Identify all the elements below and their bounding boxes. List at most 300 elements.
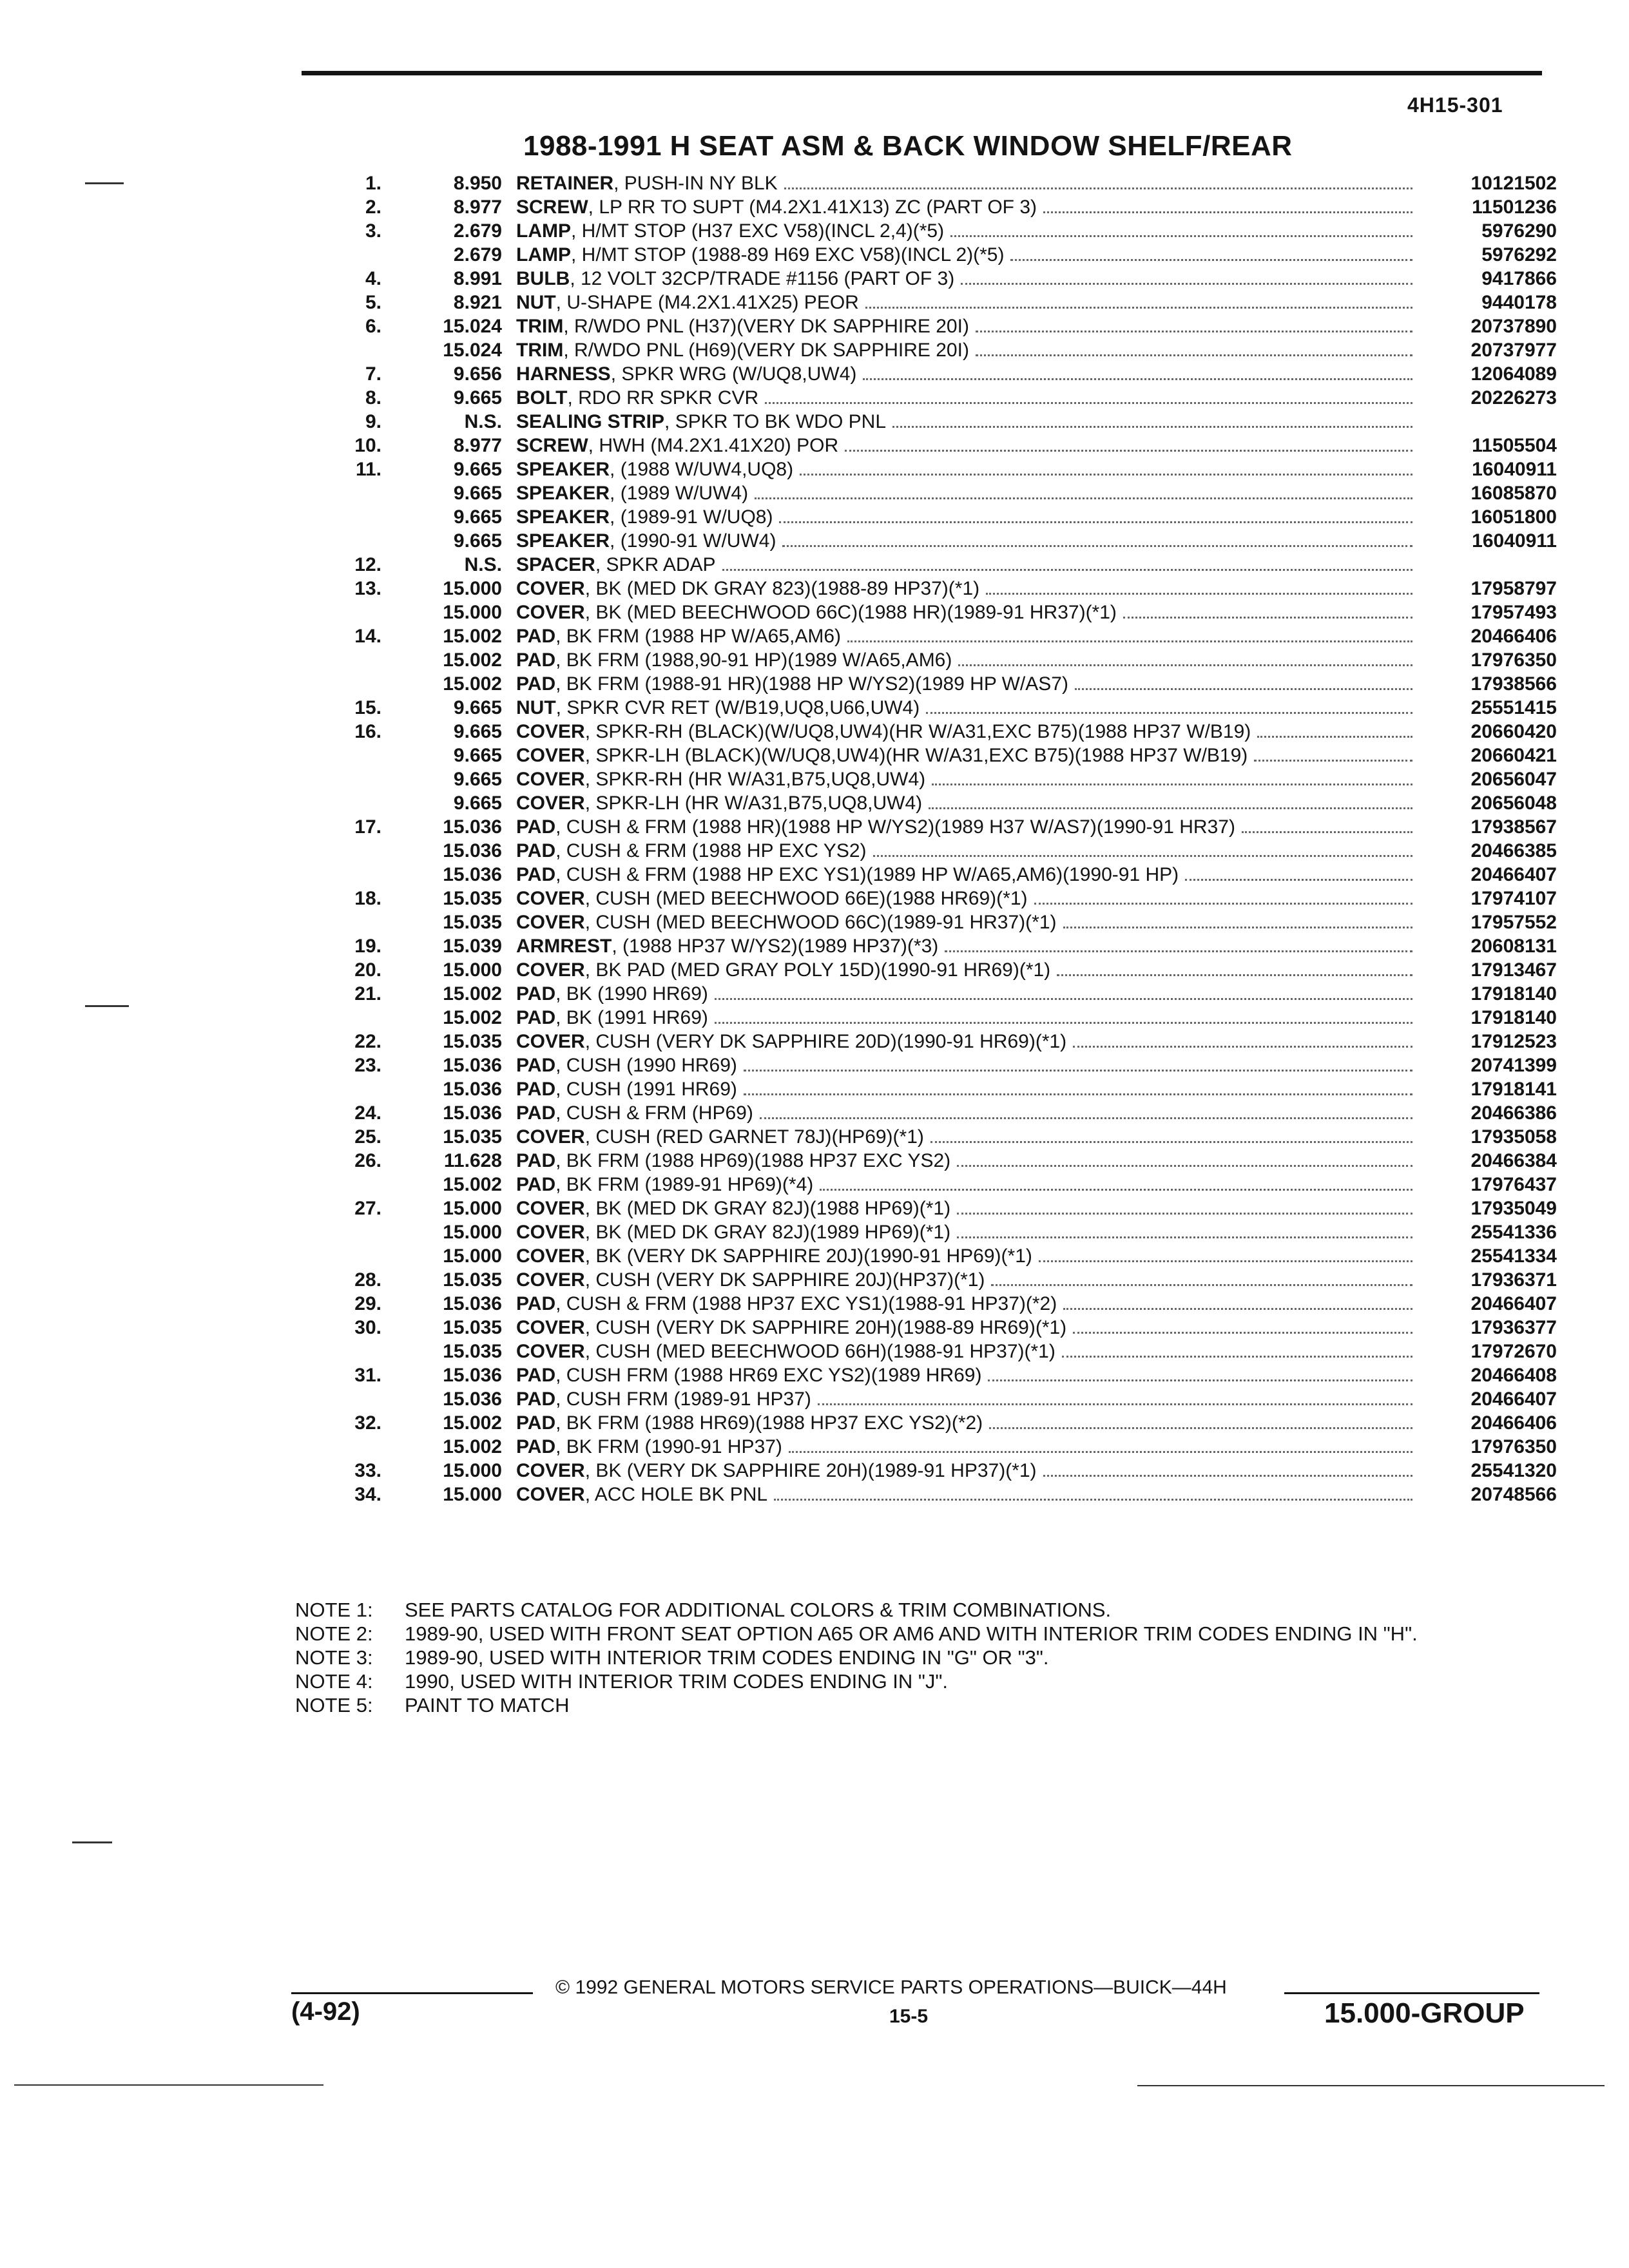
- description-text: [516, 958, 1050, 982]
- item-number: 15.: [354, 697, 381, 718]
- description-text: [516, 1125, 924, 1149]
- item-number: 16.: [354, 721, 381, 742]
- group-number: 9.665: [453, 506, 502, 528]
- description-text: [516, 1387, 811, 1411]
- group-number: 15.002: [443, 649, 502, 671]
- description-text: [516, 982, 708, 1006]
- group-number: 15.002: [443, 673, 502, 695]
- description-text: [516, 314, 969, 338]
- description: [516, 672, 1422, 696]
- part-number: 25551415: [1470, 697, 1557, 718]
- part-row: [303, 457, 1557, 481]
- part-number: 17957552: [1470, 912, 1557, 933]
- dot-leader: [847, 640, 1412, 642]
- part-number: 20656047: [1470, 769, 1557, 790]
- part-number: 10121502: [1470, 173, 1557, 194]
- description: [516, 1006, 1422, 1030]
- group-number: 8.977: [453, 197, 502, 218]
- dot-leader: [989, 1427, 1412, 1429]
- dot-leader: [976, 331, 1412, 332]
- dot-leader: [865, 307, 1412, 309]
- parts-list: [303, 171, 1557, 1506]
- group-number: 15.036: [443, 816, 502, 838]
- dot-leader: [926, 712, 1412, 714]
- description-text: [516, 1292, 1057, 1316]
- part-name: COVER: [516, 1269, 585, 1291]
- item-number: 22.: [354, 1031, 381, 1052]
- footer-rule-right: [1284, 1992, 1539, 1994]
- part-detail: , CUSH & FRM (1988 HP EXC YS1)(1989 HP W/A65,AM6)(1990-91 HP): [555, 864, 1179, 885]
- part-detail: , H/MT STOP (H37 EXC V58)(INCL 2,4)(*5): [571, 220, 945, 242]
- part-row: [303, 1363, 1557, 1387]
- part-row: [303, 577, 1557, 601]
- part-number: 16051800: [1470, 506, 1557, 528]
- group-number: 15.035: [443, 1269, 502, 1291]
- description-text: [516, 529, 776, 553]
- dot-leader: [784, 187, 1412, 189]
- part-detail: , BK (1990 HR69): [555, 983, 708, 1004]
- description: [516, 1387, 1422, 1411]
- part-detail: , H/MT STOP (1988-89 H69 EXC V58)(INCL 2)(*5): [571, 244, 1005, 265]
- note-label: NOTE 1:: [295, 1599, 373, 1621]
- dot-leader: [1242, 831, 1412, 833]
- part-number: 25541334: [1470, 1245, 1557, 1267]
- part-row: [303, 815, 1557, 839]
- part-name: BOLT: [516, 387, 568, 408]
- note: [295, 1669, 1552, 1693]
- description: [516, 1268, 1422, 1292]
- part-name: COVER: [516, 1484, 585, 1505]
- part-number: 20466407: [1470, 1293, 1557, 1314]
- description-text: [516, 1363, 981, 1387]
- description: [516, 1173, 1422, 1196]
- part-number: 17936371: [1470, 1269, 1557, 1291]
- part-number: 20226273: [1470, 387, 1557, 408]
- part-name: COVER: [516, 959, 585, 981]
- item-number: 23.: [354, 1055, 381, 1076]
- part-name: PAD: [516, 649, 556, 671]
- description-text: [516, 720, 1251, 744]
- part-row: [303, 553, 1557, 577]
- group-number: 8.991: [453, 268, 502, 289]
- description-text: [516, 1149, 950, 1173]
- description: [516, 338, 1422, 362]
- part-name: COVER: [516, 769, 585, 790]
- item-number: 8.: [365, 387, 381, 408]
- dot-leader: [1057, 974, 1412, 976]
- group-number: 9.665: [453, 530, 502, 552]
- part-name: COVER: [516, 721, 585, 742]
- description-text: [516, 243, 1004, 267]
- item-number: 27.: [354, 1198, 381, 1219]
- part-detail: , SPKR-LH (BLACK)(W/UQ8,UW4)(HR W/A31,EXC B75)(1988 HP37 W/B19): [584, 745, 1248, 766]
- description-text: [516, 1244, 1032, 1268]
- description-text: [516, 624, 841, 648]
- description-text: [516, 839, 867, 863]
- dot-leader: [774, 1499, 1412, 1501]
- dot-leader: [1254, 760, 1412, 762]
- part-row: [303, 934, 1557, 958]
- part-number: 20466384: [1470, 1150, 1557, 1171]
- dot-leader: [1123, 617, 1412, 619]
- notes-section: [295, 1598, 1552, 1717]
- part-detail: , BK FRM (1988 HR69)(1988 HP37 EXC YS2)(*2): [555, 1412, 983, 1434]
- description: [516, 1030, 1422, 1053]
- part-number: 25541320: [1470, 1460, 1557, 1481]
- description: [516, 1292, 1422, 1316]
- dot-leader: [961, 283, 1412, 285]
- dot-leader: [1073, 1332, 1412, 1334]
- dot-leader: [1063, 1308, 1412, 1310]
- part-row: [303, 291, 1557, 314]
- part-name: SCREW: [516, 197, 588, 218]
- dot-leader: [789, 1451, 1412, 1453]
- description: [516, 1483, 1422, 1506]
- part-name: PAD: [516, 1102, 556, 1124]
- part-number: 20656048: [1470, 793, 1557, 814]
- part-number: 5976290: [1481, 220, 1557, 242]
- group-number: 2.679: [453, 220, 502, 242]
- part-number: 20466407: [1470, 864, 1557, 885]
- group-number: 15.035: [443, 1341, 502, 1362]
- item-number: 10.: [354, 435, 381, 456]
- item-number: 28.: [354, 1269, 381, 1291]
- item-number: 14.: [354, 626, 381, 647]
- part-row: [303, 910, 1557, 934]
- part-number: 17935049: [1470, 1198, 1557, 1219]
- description: [516, 1101, 1422, 1125]
- description: [516, 1316, 1422, 1340]
- description-text: [516, 648, 952, 672]
- group-number: 15.002: [443, 1174, 502, 1195]
- description-text: [516, 744, 1248, 767]
- part-number: 9440178: [1481, 292, 1557, 313]
- part-number: 11501236: [1472, 197, 1557, 218]
- part-detail: , U-SHAPE (M4.2X1.41X25) PEOR: [555, 292, 859, 313]
- description: [516, 1244, 1422, 1268]
- description-text: [516, 1053, 737, 1077]
- part-name: TRIM: [516, 340, 564, 361]
- group-number: 15.024: [443, 340, 502, 361]
- part-row: [303, 1077, 1557, 1101]
- part-name: PAD: [516, 983, 556, 1004]
- part-detail: , CUSH (VERY DK SAPPHIRE 20H)(1988-89 HR69)(*1): [584, 1317, 1067, 1338]
- part-detail: , BK PAD (MED GRAY POLY 15D)(1990-91 HR69)(*1): [584, 959, 1051, 981]
- group-number: 15.035: [443, 1317, 502, 1338]
- part-number: 20737890: [1470, 316, 1557, 337]
- part-number: 20741399: [1470, 1055, 1557, 1076]
- part-name: PAD: [516, 626, 556, 647]
- part-number: 17957493: [1470, 602, 1557, 623]
- group-number: 15.035: [443, 1031, 502, 1052]
- part-name: SPACER: [516, 554, 595, 575]
- part-name: SPEAKER: [516, 459, 610, 480]
- item-number: 4.: [365, 268, 381, 289]
- description: [516, 1340, 1422, 1363]
- part-row: [303, 1196, 1557, 1220]
- note-label: NOTE 4:: [295, 1670, 373, 1693]
- part-name: PAD: [516, 1079, 556, 1100]
- part-detail: , BK FRM (1988 HP W/A65,AM6): [555, 626, 842, 647]
- part-name: PAD: [516, 673, 556, 695]
- part-row: [303, 624, 1557, 648]
- description-text: [516, 672, 1068, 696]
- description-text: [516, 791, 922, 815]
- part-name: COVER: [516, 1126, 585, 1148]
- part-name: COVER: [516, 912, 585, 933]
- group-number: 15.036: [443, 1079, 502, 1100]
- group-number: 9.665: [453, 745, 502, 766]
- dot-leader: [991, 1284, 1412, 1286]
- group-number: 15.036: [443, 1102, 502, 1124]
- part-row: [303, 434, 1557, 457]
- item-number: 11.: [355, 459, 381, 480]
- part-number: 17938566: [1470, 673, 1557, 695]
- description: [516, 744, 1422, 767]
- dot-leader: [779, 521, 1412, 523]
- description: [516, 815, 1422, 839]
- part-detail: , CUSH FRM (1988 HR69 EXC YS2)(1989 HR69): [555, 1365, 982, 1386]
- page-number: 15-5: [889, 2006, 929, 2027]
- description-text: [516, 410, 886, 434]
- copyright-line: © 1992 GENERAL MOTORS SERVICE PARTS OPERATIONS—BUICK—44H: [555, 1977, 1227, 1998]
- description-text: [516, 767, 925, 791]
- part-row: [303, 1006, 1557, 1030]
- margin-mark: [72, 1841, 112, 1843]
- description-text: [516, 1268, 985, 1292]
- part-number: 17918140: [1470, 983, 1557, 1004]
- part-name: PAD: [516, 1389, 556, 1410]
- part-detail: , CUSH & FRM (HP69): [555, 1102, 753, 1124]
- part-detail: , BK FRM (1988,90-91 HP)(1989 W/A65,AM6): [555, 649, 952, 671]
- part-row: [303, 1244, 1557, 1268]
- description: [516, 1196, 1422, 1220]
- note-label: NOTE 3:: [295, 1646, 373, 1669]
- description-text: [516, 386, 758, 410]
- description-text: [516, 267, 954, 291]
- part-detail: , BK (MED DK GRAY 82J)(1989 HP69)(*1): [584, 1222, 951, 1243]
- description: [516, 958, 1422, 982]
- part-detail: , BK FRM (1990-91 HP37): [555, 1436, 782, 1457]
- description: [516, 577, 1422, 601]
- item-number: 19.: [354, 936, 381, 957]
- part-row: [303, 195, 1557, 219]
- group-number: 9.665: [453, 483, 502, 504]
- description-text: [516, 1173, 813, 1196]
- part-row: [303, 505, 1557, 529]
- part-row: [303, 1173, 1557, 1196]
- part-number: 17972670: [1470, 1341, 1557, 1362]
- group-number: 15.036: [443, 864, 502, 885]
- group-label: 15.000-GROUP: [1324, 1997, 1525, 2029]
- part-number: 11505504: [1472, 435, 1557, 456]
- dot-leader: [1062, 1356, 1412, 1358]
- part-name: PAD: [516, 1055, 556, 1076]
- margin-mark: [85, 1005, 129, 1007]
- part-name: PAD: [516, 1007, 556, 1028]
- dot-leader: [932, 783, 1412, 785]
- group-number: 15.036: [443, 1293, 502, 1314]
- part-name: PAD: [516, 864, 556, 885]
- part-name: COVER: [516, 602, 585, 623]
- description-text: [516, 1435, 782, 1459]
- part-detail: , SPKR TO BK WDO PNL: [664, 411, 887, 432]
- description-text: [516, 910, 1057, 934]
- part-number: 17935058: [1470, 1126, 1557, 1148]
- item-number: 7.: [365, 363, 381, 385]
- group-number: 15.000: [443, 959, 502, 981]
- part-name: PAD: [516, 1436, 556, 1457]
- item-number: 5.: [365, 292, 381, 313]
- part-detail: , SPKR-LH (HR W/A31,B75,UQ8,UW4): [584, 793, 923, 814]
- part-name: BULB: [516, 268, 570, 289]
- description: [516, 982, 1422, 1006]
- dot-leader: [744, 1093, 1412, 1095]
- group-number: 15.039: [443, 936, 502, 957]
- part-detail: , (1988 W/UW4,UQ8): [610, 459, 794, 480]
- description: [516, 291, 1422, 314]
- description: [516, 243, 1422, 267]
- part-detail: , CUSH (MED BEECHWOOD 66E)(1988 HR69)(*1): [584, 888, 1028, 909]
- part-detail: , (1989-91 W/UQ8): [610, 506, 773, 528]
- group-number: 9.665: [453, 793, 502, 814]
- description-text: [516, 362, 856, 386]
- part-name: PAD: [516, 1412, 556, 1434]
- group-number: 8.950: [453, 173, 502, 194]
- part-number: 20660420: [1470, 721, 1557, 742]
- part-row: [303, 1053, 1557, 1077]
- dot-leader: [1073, 1046, 1412, 1048]
- group-number: 15.000: [443, 1222, 502, 1243]
- part-row: [303, 767, 1557, 791]
- description-text: [516, 1006, 708, 1030]
- part-row: [303, 171, 1557, 195]
- part-number: 20466386: [1470, 1102, 1557, 1124]
- part-name: COVER: [516, 1317, 585, 1338]
- part-detail: , (1990-91 W/UW4): [610, 530, 776, 552]
- part-name: TRIM: [516, 316, 564, 337]
- description: [516, 863, 1422, 887]
- top-rule: [302, 71, 1542, 75]
- group-number: 9.665: [453, 459, 502, 480]
- part-row: [303, 601, 1557, 624]
- group-number: 15.000: [443, 1460, 502, 1481]
- description-text: [516, 934, 938, 958]
- part-detail: , SPKR-RH (BLACK)(W/UQ8,UW4)(HR W/A31,EXC B75)(1988 HP37 W/B19): [584, 721, 1251, 742]
- description: [516, 1220, 1422, 1244]
- description: [516, 910, 1422, 934]
- part-number: 20737977: [1470, 340, 1557, 361]
- dot-leader: [755, 497, 1412, 499]
- part-number: 25541336: [1470, 1222, 1557, 1243]
- part-number: 20608131: [1470, 936, 1557, 957]
- dot-leader: [760, 1117, 1412, 1119]
- description-text: [516, 601, 1117, 624]
- item-number: 24.: [354, 1102, 381, 1124]
- part-number: 20660421: [1470, 745, 1557, 766]
- part-detail: , R/WDO PNL (H69)(VERY DK SAPPHIRE 20I): [563, 340, 969, 361]
- part-row: [303, 219, 1557, 243]
- part-number: 17936377: [1470, 1317, 1557, 1338]
- dot-leader: [715, 1022, 1412, 1024]
- item-number: 31.: [354, 1365, 381, 1386]
- description: [516, 624, 1422, 648]
- item-number: 17.: [354, 816, 381, 838]
- part-row: [303, 1459, 1557, 1483]
- group-number: 15.024: [443, 316, 502, 337]
- description-text: [516, 1483, 767, 1506]
- description-text: [516, 1411, 983, 1435]
- part-number: 20466385: [1470, 840, 1557, 861]
- part-row: [303, 338, 1557, 362]
- description-text: [516, 219, 944, 243]
- dot-leader: [929, 807, 1412, 809]
- note: [295, 1622, 1552, 1646]
- description: [516, 934, 1422, 958]
- group-number: 15.036: [443, 1389, 502, 1410]
- part-row: [303, 648, 1557, 672]
- description-text: [516, 1196, 950, 1220]
- margin-mark: [1137, 2085, 1605, 2086]
- description: [516, 195, 1422, 219]
- description: [516, 219, 1422, 243]
- part-name: SCREW: [516, 435, 588, 456]
- part-name: PAD: [516, 1293, 556, 1314]
- part-name: SEALING STRIP: [516, 411, 665, 432]
- part-name: COVER: [516, 1460, 585, 1481]
- part-row: [303, 1101, 1557, 1125]
- group-number: 15.002: [443, 1412, 502, 1434]
- item-number: 32.: [354, 1412, 381, 1434]
- description: [516, 386, 1422, 410]
- description: [516, 1363, 1422, 1387]
- dot-leader: [722, 569, 1412, 571]
- group-number: 15.035: [443, 888, 502, 909]
- part-row: [303, 1435, 1557, 1459]
- group-number: 15.036: [443, 1365, 502, 1386]
- item-number: 1.: [365, 173, 381, 194]
- part-number: 17976350: [1470, 1436, 1557, 1457]
- part-name: LAMP: [516, 244, 571, 265]
- note: [295, 1646, 1552, 1669]
- description: [516, 648, 1422, 672]
- description: [516, 410, 1422, 434]
- part-detail: , SPKR ADAP: [595, 554, 716, 575]
- part-number: 17912523: [1470, 1031, 1557, 1052]
- part-detail: , BK (MED DK GRAY 823)(1988-89 HP37)(*1): [584, 578, 980, 599]
- dot-leader: [744, 1070, 1412, 1072]
- part-row: [303, 672, 1557, 696]
- description-text: [516, 815, 1235, 839]
- part-row: [303, 267, 1557, 291]
- group-number: 15.002: [443, 626, 502, 647]
- dot-leader: [957, 1236, 1412, 1238]
- part-number: 17974107: [1470, 888, 1557, 909]
- group-number: 11.628: [443, 1150, 502, 1171]
- dot-leader: [1185, 879, 1412, 881]
- group-number: 2.679: [453, 244, 502, 265]
- part-row: [303, 1292, 1557, 1316]
- part-detail: , CUSH & FRM (1988 HR)(1988 HP W/YS2)(1989 H37 W/AS7)(1990-91 HR37): [555, 816, 1235, 838]
- margin-mark: [85, 182, 124, 184]
- dot-leader: [950, 235, 1412, 237]
- description: [516, 601, 1422, 624]
- part-row: [303, 1268, 1557, 1292]
- group-number: 8.921: [453, 292, 502, 313]
- part-row: [303, 529, 1557, 553]
- description-text: [516, 577, 979, 601]
- part-row: [303, 362, 1557, 386]
